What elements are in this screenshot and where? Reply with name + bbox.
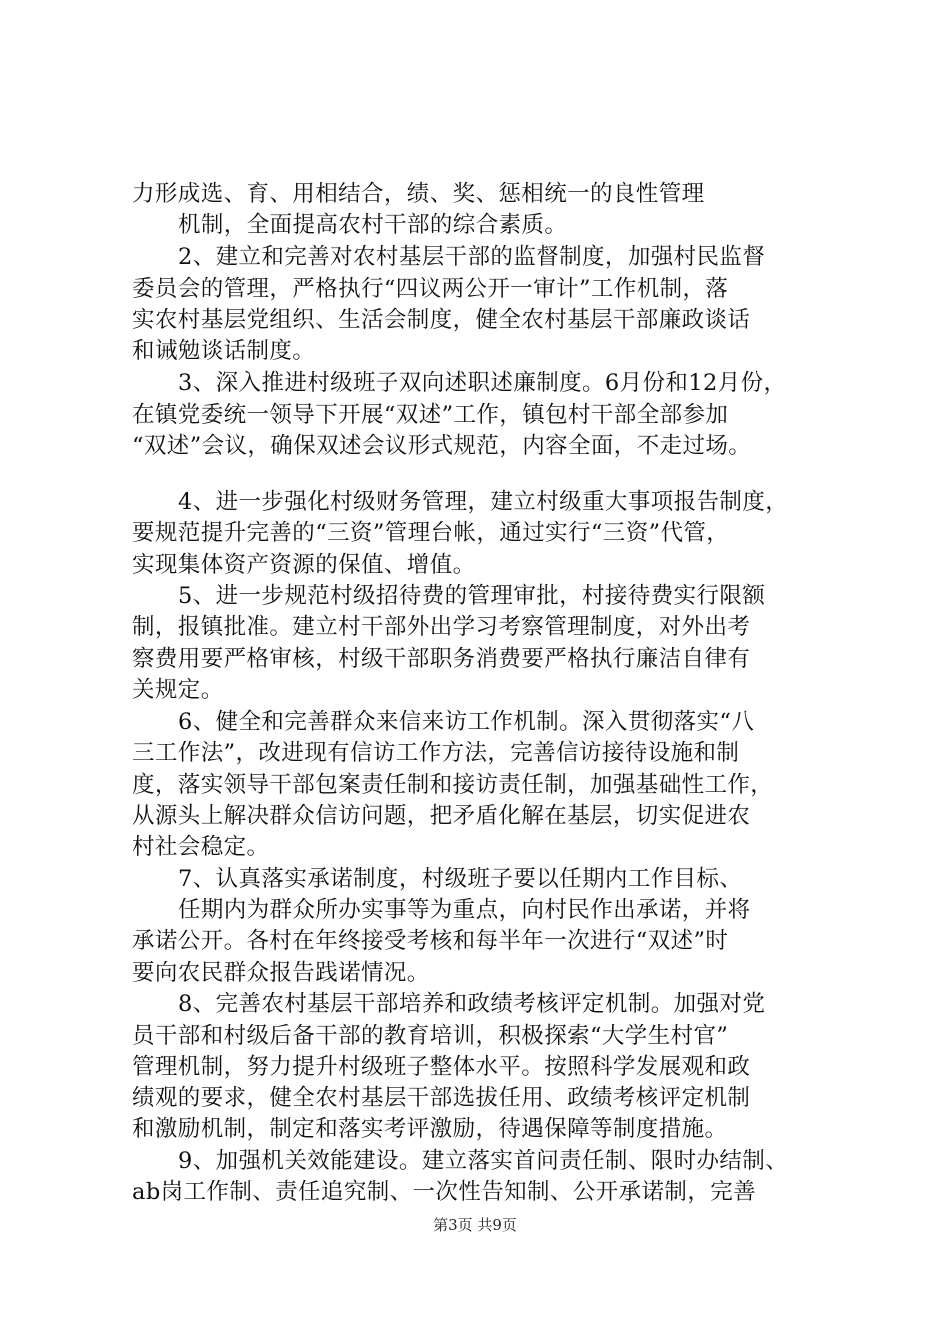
body-text-line: 9、加强机关效能建设。建立落实首问责任制、限时办结制、: [178, 1148, 789, 1174]
page-number-footer: 第3页 共9页: [433, 1216, 517, 1234]
body-text-line: “双述”会议，确保双述会议形式规范，内容全面，不走过场。: [132, 433, 752, 459]
body-text-line: ab岗工作制、责任追究制、一次性告知制、公开承诺制，完善: [132, 1179, 757, 1205]
body-text-line: 度，落实领导干部包案责任制和接访责任制，加强基础性工作，: [132, 772, 774, 798]
body-text-line: 委员会的管理，严格执行“四议两公开一审计”工作机制，落: [132, 276, 729, 302]
body-text-line: 从源头上解决群众信访问题，把矛盾化解在基层，切实促进农: [132, 803, 751, 829]
body-text-line: 察费用要严格审核，村级干部职务消费要严格执行廉洁自律有: [132, 646, 751, 672]
body-text-line: 4、进一步强化村级财务管理，建立村级重大事项报告制度，: [178, 489, 789, 515]
body-text-line: 员干部和村级后备干部的教育培训，积极探索“大学生村官”: [132, 1023, 729, 1049]
body-text-line: 力形成选、育、用相结合，绩、奖、惩相统一的良性管理: [132, 181, 705, 207]
body-text-line: 7、认真落实承诺制度，村级班子要以任期内工作目标、: [178, 866, 743, 892]
body-text-line: 承诺公开。各村在年终接受考核和每半年一次进行“双述”时: [132, 928, 729, 954]
body-text-line: 在镇党委统一领导下开展“双述”工作，镇包村干部全部参加: [132, 402, 729, 428]
body-text-line: 要向农民群众报告践诺情况。: [132, 960, 430, 986]
body-text-line: 实农村基层党组织、生活会制度，健全农村基层干部廉政谈话: [132, 307, 751, 333]
body-text-line: 制，报镇批准。建立村干部外出学习考察管理制度，对外出考: [132, 614, 751, 640]
body-text-line: 管理机制，努力提升村级班子整体水平。按照科学发展观和政: [132, 1054, 751, 1080]
body-text-line: 任期内为群众所办实事等为重点，向村民作出承诺，并将: [178, 897, 751, 923]
body-text-line: 和诫勉谈话制度。: [132, 338, 316, 364]
body-text-line: 村社会稳定。: [132, 834, 270, 860]
body-text-line: 实现集体资产资源的保值、增值。: [132, 552, 476, 578]
body-text-line: 要规范提升完善的“三资”管理台帐，通过实行“三资”代管，: [132, 520, 730, 546]
body-text-line: 关规定。: [132, 677, 224, 703]
body-text-line: 机制，全面提高农村干部的综合素质。: [178, 212, 568, 238]
body-text-line: 6、健全和完善群众来信来访工作机制。深入贯彻落实“八: [178, 709, 755, 735]
body-text-line: 三工作法”，改进现有信访工作方法，完善信访接待设施和制: [132, 740, 740, 766]
body-text-line: 2、建立和完善对农村基层干部的监督制度，加强村民监督: [178, 244, 766, 270]
body-text-line: 3、深入推进村级班子双向述职述廉制度。6月份和12月份，: [178, 370, 787, 396]
body-text-line: 8、完善农村基层干部培养和政绩考核评定机制。加强对党: [178, 991, 766, 1017]
body-text-line: 绩观的要求，健全农村基层干部选拔任用、政绩考核评定机制: [132, 1085, 751, 1111]
body-text-line: 5、进一步规范村级招待费的管理审批，村接待费实行限额: [178, 583, 766, 609]
body-text-line: 和激励机制，制定和落实考评激励，待遇保障等制度措施。: [132, 1116, 728, 1142]
